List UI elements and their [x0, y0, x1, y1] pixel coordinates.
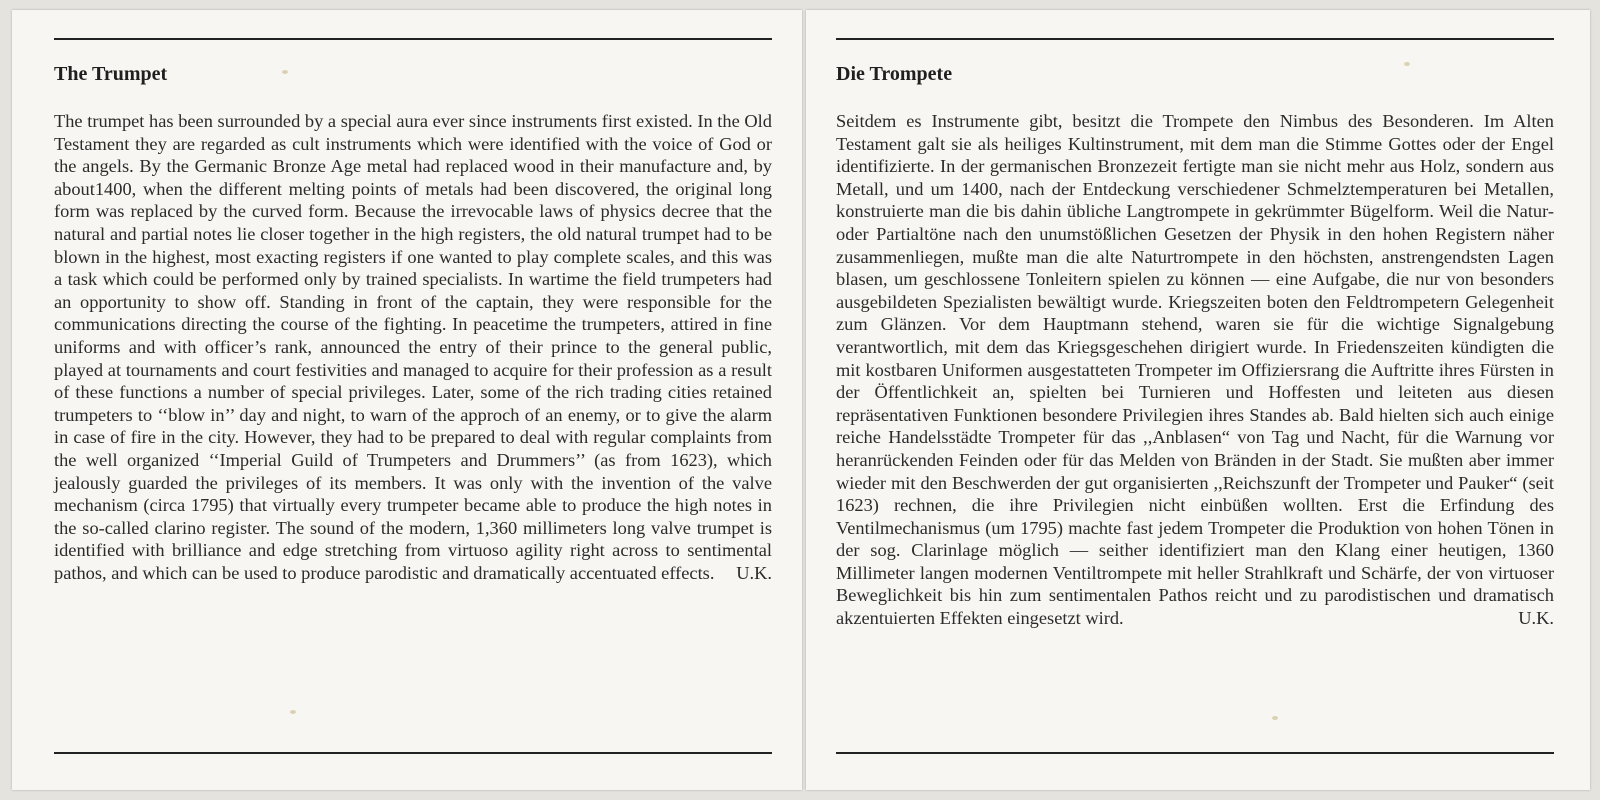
top-rule: [836, 38, 1554, 40]
body-text: [836, 110, 1554, 630]
page-title: The Trumpet: [54, 63, 168, 85]
top-rule: [54, 38, 772, 40]
paper-speck: [282, 70, 288, 74]
body-paragraph: The trumpet has been surrounded by a special aura ever since instruments first existed. In the Old Testament they are regarded as cult instruments which were identified with the voice of God or the angels. By the Germanic Bronze Age metal had replaced wood in their manufacture and, by about1400, when the different melting points of metals had been discovered, the original long form was replaced by the curved form. Because the irrevocable laws of physics decree that the natural and partial notes lie closer together in the high registers, the old natural trumpet had to be blown in the highest, most exacting registers if one wanted to play complete scales, and this was a task which could be performed only by trained specialists. In wartime the field trumpeters had an opportunity to show off. Standing in front of the captain, they were responsible for the communications directing the course of the fighting. In peacetime the trumpeters, attired in fine uniforms and with officer’s rank, announced the entry of their prince to the general public, played at tournaments and court festivities and managed to acquire for their profession as a result of these functions a number of special privileges. Later, some of the rich trading cities retained trumpeters to ‘‘blow in’’ day and night, to warn of the approch of an enemy, or to give the alarm in case of fire in the city. However, they had to be prepared to deal with regular complaints from the well organized ‘‘Imperial Guild of Trumpeters and Drummers’’ (as from 1623), which jealously guarded the privileges of its members. It was only with the invention of the valve mechanism (circa 1795) that virtually every trumpeter became able to produce the high notes in the so-called clarino register. The sound of the modern, 1,360 millimeters long valve trumpet is identified with brilliance and edge stretching from virtuoso agility right across to sentimental pathos, and which can be used to produce parodistic and dramatically accentuated effects.: [54, 111, 772, 583]
paper-speck: [1272, 716, 1278, 720]
paper-speck: [1404, 62, 1410, 66]
left-page: [12, 10, 802, 790]
body-paragraph: Seitdem es Instrumente gibt, besitzt die Trompete den Nimbus des Besonderen. Im Alten Testament galt sie als heiliges Kultinstrument, mit dem man die Stimme Gottes oder der Engel identifizierte. In der germanischen Bronzezeit fertigte man sie nicht mehr aus Holz, sondern aus Metall, und um 1400, nach der Entdeckung verschiedener Schmelztemperaturen bei Metallen, konstruierte man die bis dahin übliche Langtrompete in gekrümmter Bügelform. Weil die Natur- oder Partialtöne nach den unumstößlichen Gesetzen der Physik in den hohen Registern näher zusammenliegen, mußte man die alte Naturtrompete in den höchsten, anstrengendsten Lagen blasen, um geschlossene Tonleitern spielen zu können — eine Aufgabe, die nur von besonders ausgebildeten Spezialisten bewältigt wurde. Kriegszeiten boten den Feldtrompetern Gelegenheit zum Glänzen. Vor dem Hauptmann stehend, waren sie für die wichtige Signalgebung verantwortlich, mit dem das Kriegsgeschehen dirigiert wurde. In Friedenszeiten kündigten die mit kostbaren Uniformen ausgestatteten Trompeter im Offiziersrang die Auftritte ihres Fürsten in der Öffentlichkeit an, spielten bei Turnieren und Hoffesten und leiteten aus diesen repräsentativen Funktionen besondere Privilegien ihres Standes ab. Bald hielten sich auch einige reiche Handelsstädte Trompeter für das ,,Anblasen“ von Tag und Nacht, für die Warnung vor heranrückenden Feinden oder für das Melden von Bränden in der Stadt. Sie mußten aber immer wieder mit den Beschwerden der gut organisierten ,,Reichszunft der Trompeter und Pauker“ (seit 1623) rechnen, die ihre Privilegien nicht einbüßen wollten. Erst die Erfindung des Ventilmechanismus (um 1795) machte fast jedem Trompeter die Produktion von hohen Tönen in der sog. Clarinlage möglich — seither identifiziert man den Klang einer heutigen, 1360 Millimeter langen modernen Ventiltrompete mit heller Strahlkraft und Schärfe, der von virtuoser Beweglichkeit bis hin zum sentimentalen Pathos reicht und zu parodistischen und dramatisch akzentuierten Effekten eingesetzt wird.: [836, 111, 1554, 629]
bottom-rule: [54, 752, 772, 754]
author-initials: U.K.: [1518, 608, 1554, 629]
body-text: [54, 110, 772, 584]
right-page: [806, 10, 1590, 790]
bottom-rule: [836, 752, 1554, 754]
paper-speck: [290, 710, 296, 714]
page-title: Die Trompete: [836, 63, 953, 85]
author-initials: U.K.: [736, 562, 772, 583]
